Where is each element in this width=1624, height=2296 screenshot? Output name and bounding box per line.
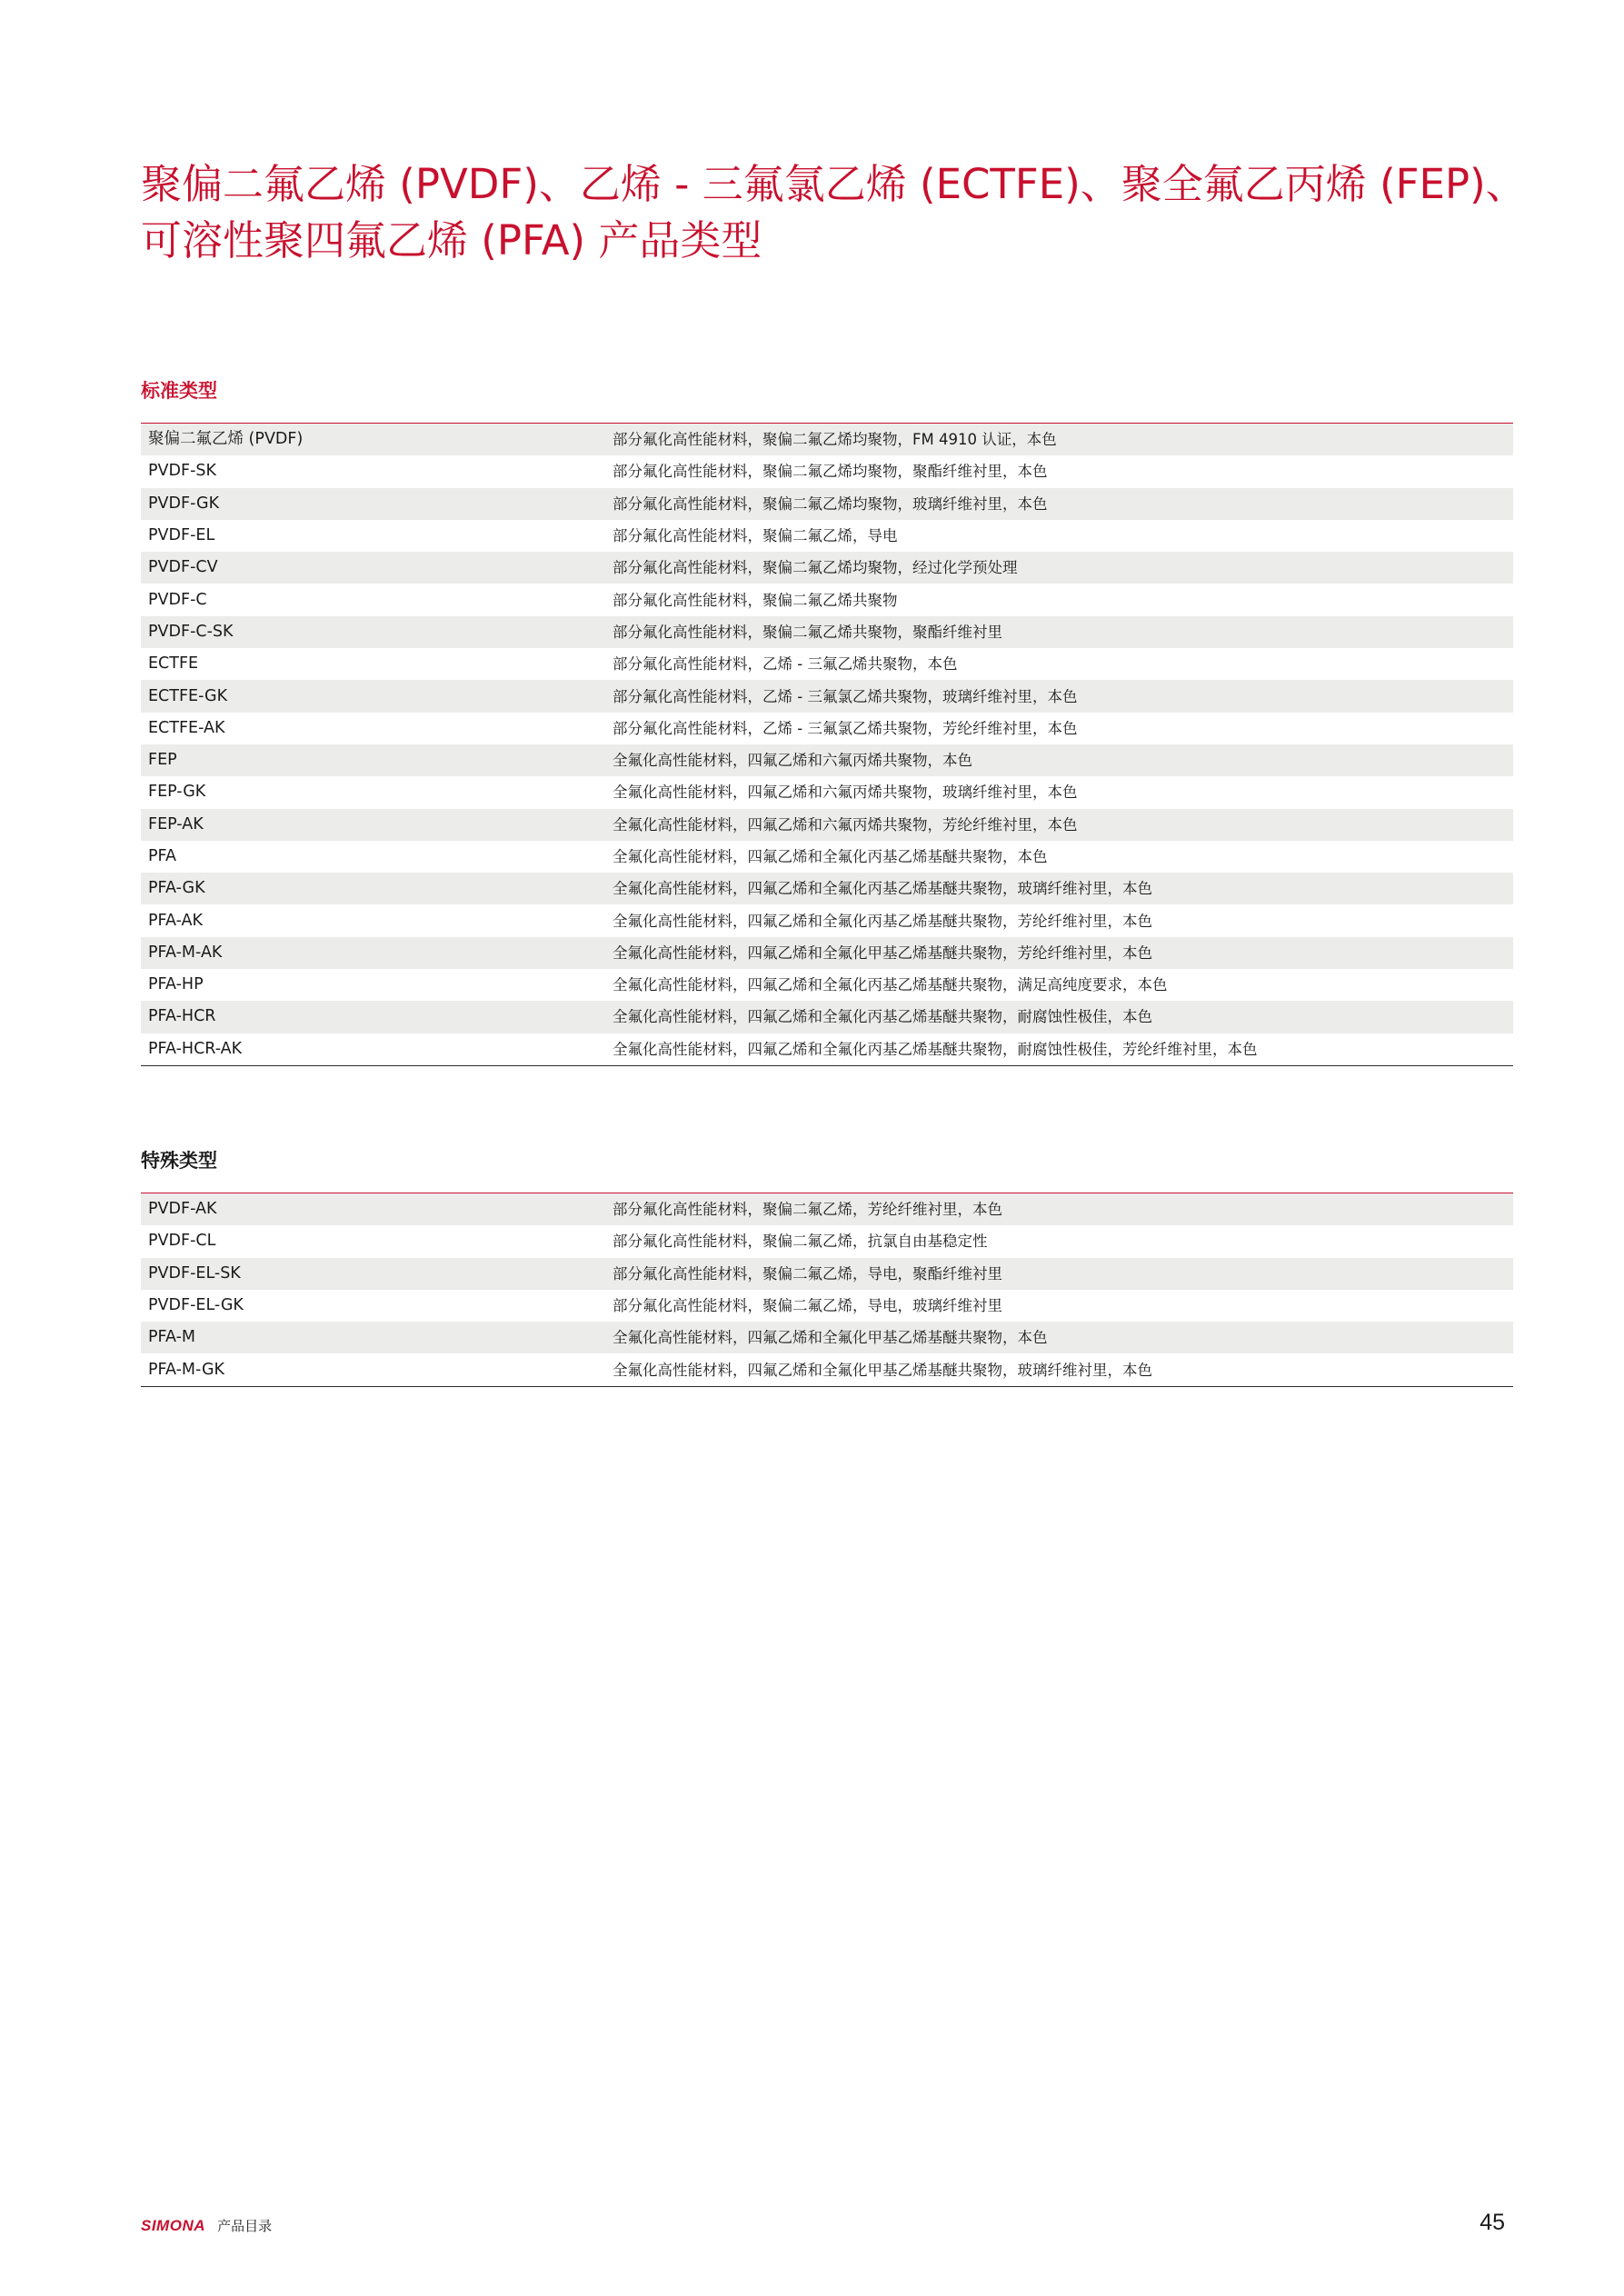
table-row [141, 969, 1513, 1001]
table-row [141, 713, 1513, 744]
table-row [141, 1193, 1513, 1226]
standard-types-section [141, 377, 1513, 1066]
product-description: 全氟化高性能材料，四氟乙烯和全氟化甲基乙烯基醚共聚物，本色 [602, 1322, 1513, 1353]
product-code: PFA-M-GK [141, 1353, 602, 1386]
product-code: PFA-M-AK [141, 937, 602, 969]
table-row [141, 680, 1513, 712]
special-types-section [141, 1147, 1513, 1387]
product-code: PVDF-EL-GK [141, 1290, 602, 1322]
product-description: 部分氟化高性能材料，乙烯 - 三氟氯乙烯共聚物，玻璃纤维衬里，本色 [602, 680, 1513, 712]
special-types-table-body [141, 1193, 1513, 1387]
product-code: FEP-AK [141, 809, 602, 841]
product-description: 部分氟化高性能材料，乙烯 - 三氟氯乙烯共聚物，芳纶纤维衬里，本色 [602, 713, 1513, 744]
table-row [141, 904, 1513, 936]
product-description: 部分氟化高性能材料，乙烯 - 三氟乙烯共聚物，本色 [602, 648, 1513, 680]
table-row [141, 1322, 1513, 1353]
standard-types-table-body [141, 424, 1513, 1066]
table-row [141, 488, 1513, 520]
table-row [141, 937, 1513, 969]
table-row [141, 1001, 1513, 1033]
product-description: 全氟化高性能材料，四氟乙烯和全氟化丙基乙烯基醚共聚物，玻璃纤维衬里，本色 [602, 873, 1513, 904]
product-code: PVDF-EL [141, 520, 602, 552]
product-code: ECTFE-AK [141, 713, 602, 744]
product-code: PVDF-SK [141, 455, 602, 487]
product-description: 部分氟化高性能材料，聚偏二氟乙烯均聚物，FM 4910 认证，本色 [602, 424, 1513, 456]
product-code: ECTFE-GK [141, 680, 602, 712]
product-code: 聚偏二氟乙烯 (PVDF) [141, 424, 602, 456]
product-code: PVDF-C-SK [141, 616, 602, 648]
product-description: 部分氟化高性能材料，聚偏二氟乙烯，芳纶纤维衬里，本色 [602, 1193, 1513, 1226]
table-row [141, 520, 1513, 552]
product-description: 部分氟化高性能材料，聚偏二氟乙烯均聚物，玻璃纤维衬里，本色 [602, 488, 1513, 520]
table-row [141, 1290, 1513, 1322]
product-description: 部分氟化高性能材料，聚偏二氟乙烯均聚物，经过化学预处理 [602, 552, 1513, 584]
product-code: PFA-GK [141, 873, 602, 904]
page-title-line-1: 聚偏二氟乙烯 (PVDF)、乙烯 - 三氟氯乙烯 (ECTFE)、聚全氟乙丙烯 (FEP)、 [141, 160, 1527, 208]
table-row [141, 1225, 1513, 1257]
footer-catalog-label: 产品目录 [217, 2218, 273, 2234]
product-description: 部分氟化高性能材料，聚偏二氟乙烯共聚物，聚酯纤维衬里 [602, 616, 1513, 648]
special-types-table [141, 1193, 1513, 1387]
table-row [141, 1033, 1513, 1066]
table-row [141, 776, 1513, 808]
product-code: FEP-GK [141, 776, 602, 808]
footer-brand [141, 2214, 272, 2238]
product-code: PFA [141, 841, 602, 873]
table-row [141, 873, 1513, 904]
product-description: 部分氟化高性能材料，聚偏二氟乙烯，抗氯自由基稳定性 [602, 1225, 1513, 1257]
product-description: 部分氟化高性能材料，聚偏二氟乙烯，导电，玻璃纤维衬里 [602, 1290, 1513, 1322]
table-row [141, 455, 1513, 487]
product-description: 全氟化高性能材料，四氟乙烯和全氟化丙基乙烯基醚共聚物，芳纶纤维衬里，本色 [602, 904, 1513, 936]
product-code: PFA-HCR-AK [141, 1033, 602, 1066]
table-row [141, 1258, 1513, 1290]
product-code: PVDF-EL-SK [141, 1258, 602, 1290]
product-code: PVDF-AK [141, 1193, 602, 1226]
product-description: 全氟化高性能材料，四氟乙烯和六氟丙烯共聚物，本色 [602, 744, 1513, 776]
special-types-heading: 特殊类型 [141, 1150, 217, 1172]
product-code: ECTFE [141, 648, 602, 680]
standard-types-heading: 标准类型 [141, 380, 217, 402]
product-description: 全氟化高性能材料，四氟乙烯和全氟化甲基乙烯基醚共聚物，芳纶纤维衬里，本色 [602, 937, 1513, 969]
page-title [141, 156, 1527, 269]
product-code: PVDF-C [141, 584, 602, 615]
product-description: 部分氟化高性能材料，聚偏二氟乙烯，导电 [602, 520, 1513, 552]
table-row [141, 841, 1513, 873]
product-code: PFA-HCR [141, 1001, 602, 1033]
simona-logo: SIMONA [141, 2217, 205, 2234]
product-description: 部分氟化高性能材料，聚偏二氟乙烯均聚物，聚酯纤维衬里，本色 [602, 455, 1513, 487]
product-code: PFA-HP [141, 969, 602, 1001]
table-row [141, 1353, 1513, 1386]
product-code: PVDF-CV [141, 552, 602, 584]
product-description: 全氟化高性能材料，四氟乙烯和全氟化丙基乙烯基醚共聚物，耐腐蚀性极佳，本色 [602, 1001, 1513, 1033]
product-description: 全氟化高性能材料，四氟乙烯和六氟丙烯共聚物，玻璃纤维衬里，本色 [602, 776, 1513, 808]
product-code: PVDF-CL [141, 1225, 602, 1257]
table-row [141, 552, 1513, 584]
product-description: 全氟化高性能材料，四氟乙烯和全氟化甲基乙烯基醚共聚物，玻璃纤维衬里，本色 [602, 1353, 1513, 1386]
product-description: 部分氟化高性能材料，聚偏二氟乙烯，导电，聚酯纤维衬里 [602, 1258, 1513, 1290]
table-row [141, 648, 1513, 680]
page-title-line-2: 可溶性聚四氟乙烯 (PFA) 产品类型 [141, 216, 762, 265]
product-description: 全氟化高性能材料，四氟乙烯和全氟化丙基乙烯基醚共聚物，耐腐蚀性极佳，芳纶纤维衬里，本色 [602, 1033, 1513, 1066]
product-code: PFA-M [141, 1322, 602, 1353]
table-row [141, 424, 1513, 456]
table-row [141, 616, 1513, 648]
table-row [141, 809, 1513, 841]
standard-types-table [141, 423, 1513, 1066]
page-number: 45 [1480, 2210, 1505, 2235]
product-code: PVDF-GK [141, 488, 602, 520]
product-description: 全氟化高性能材料，四氟乙烯和全氟化丙基乙烯基醚共聚物，满足高纯度要求，本色 [602, 969, 1513, 1001]
table-row [141, 584, 1513, 615]
product-code: FEP [141, 744, 602, 776]
table-row [141, 744, 1513, 776]
product-description: 全氟化高性能材料，四氟乙烯和六氟丙烯共聚物，芳纶纤维衬里，本色 [602, 809, 1513, 841]
product-description: 部分氟化高性能材料，聚偏二氟乙烯共聚物 [602, 584, 1513, 615]
product-description: 全氟化高性能材料，四氟乙烯和全氟化丙基乙烯基醚共聚物，本色 [602, 841, 1513, 873]
product-code: PFA-AK [141, 904, 602, 936]
